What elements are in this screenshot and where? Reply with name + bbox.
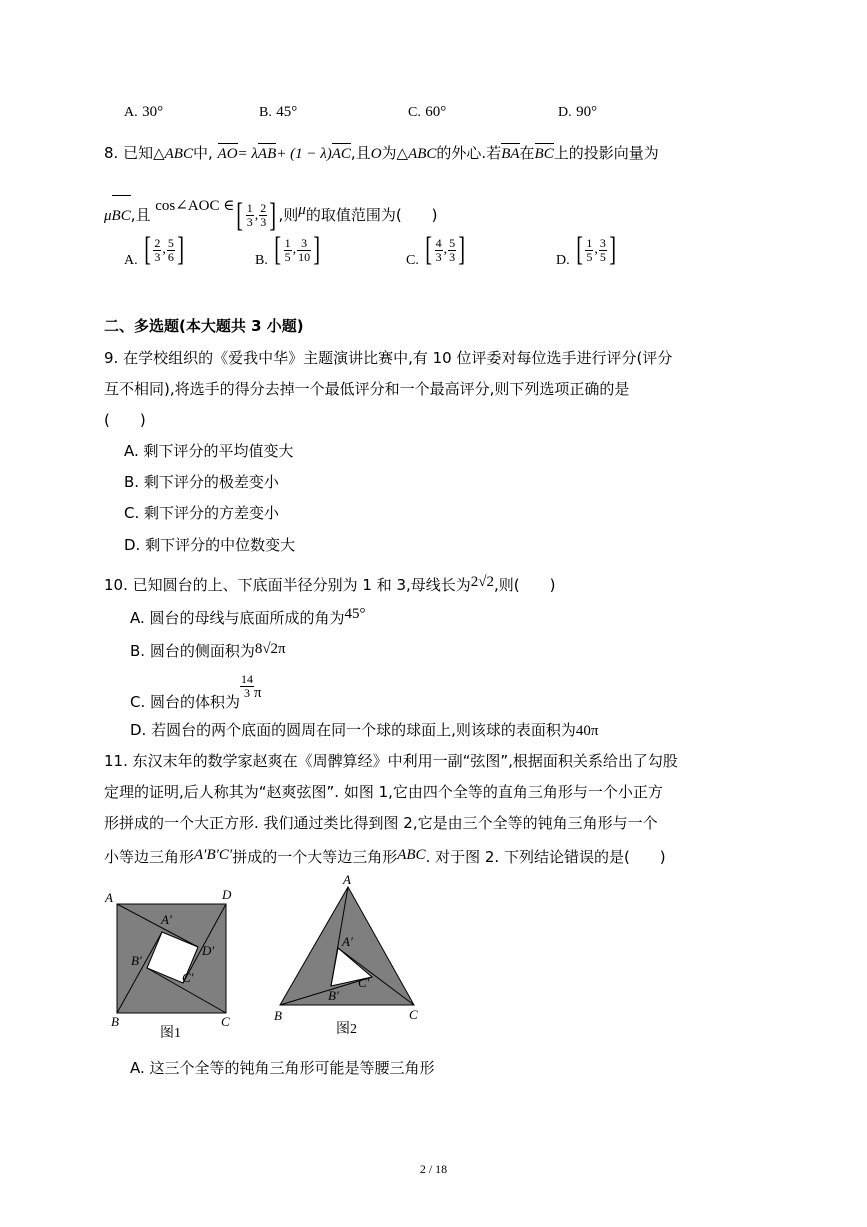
q7-option-c: C. 60° [408, 104, 447, 120]
cos-range-low: $\frac{1}{3}$ [246, 201, 253, 229]
q9-stem-line1: 9. 在学校组织的《爱我中华》主题演讲比赛中,有 10 位评委对每位选手进行评分(评分 [104, 349, 673, 367]
section-heading: 二、多选题(本大题共 3 小题) [104, 317, 304, 335]
fig1-label-d: D [222, 887, 232, 902]
q9-option-d: D. 剩下评分的中位数变大 [124, 536, 296, 554]
q9-stem-line3: ( ) [104, 411, 146, 429]
q10-option-b: B. 圆台的侧面积为8√2π [130, 641, 286, 660]
vector-ba: BA [501, 146, 520, 162]
q8-stem-line1: 8. 已知△ABC中, AO= λAB+ (1 − λ)AC,且O为△ABC的外心.若BA在BC上的投影向量为 [104, 144, 659, 162]
q11-option-a: A. 这三个全等的钝角三角形可能是等腰三角形 [130, 1059, 435, 1077]
page-number: 2 / 18 [419, 1162, 448, 1176]
figure-1-zhaoshuang-square [100, 885, 245, 1045]
fig2-label-c1: C′ [358, 975, 370, 990]
q8-option-d: D. [ $\frac{1}{5}$ , $\frac{3}{5}$ ] [556, 231, 616, 268]
q11-stem-line4: 小等边三角形A′B′C′拼成的一个大等边三角形ABC. 对于图 2. 下列结论错误的是( ) [104, 847, 666, 866]
q9-stem-line2: 互不相同),将选手的得分去掉一个最低评分和一个最高评分,则下列选项正确的是 [104, 380, 630, 398]
q10-stem: 10. 已知圆台的上、下底面半径分别为 1 和 3,母线长为2√2,则( ) [104, 574, 556, 594]
fig1-caption: 图1 [160, 1026, 181, 1041]
vector-ac: AC [331, 146, 351, 162]
q10-option-c: C. 圆台的体积为 $\frac{14}{3}$ π [130, 672, 262, 711]
q7-option-b: B. 45° [259, 104, 298, 120]
q8-option-a: A. [ $\frac{2}{3}$ , $\frac{5}{6}$ ] [124, 231, 184, 268]
fig2-label-b: B [274, 1008, 282, 1023]
q7-option-a: A. 30° [124, 104, 164, 120]
fig1-label-d1: D′ [202, 943, 215, 958]
q11-stem-line2: 定理的证明,后人称其为“赵爽弦图”. 如图 1,它由四个全等的直角三角形与一个小正方 [104, 783, 663, 801]
fig1-label-c1: C′ [182, 970, 194, 985]
fig1-label-b1: B′ [131, 953, 142, 968]
q9-option-b: B. 剩下评分的极差变小 [124, 473, 279, 491]
fig1-label-c: C [221, 1014, 230, 1029]
q8-option-b: B. [ $\frac{1}{5}$ , $\frac{3}{10}$ ] [255, 231, 321, 268]
vector-bc: BC [534, 146, 554, 162]
q11-stem-line3: 形拼成的一个大正方形. 我们通过类比得到图 2,它是由三个全等的钝角三角形与一个 [104, 814, 658, 832]
fig1-label-a: A [105, 890, 113, 905]
vector-ao: AO [217, 146, 238, 162]
q8-option-c: C. [ $\frac{4}{3}$ , $\frac{5}{3}$ ] [406, 231, 466, 268]
fig1-label-b: B [111, 1014, 119, 1029]
q9-option-c: C. 剩下评分的方差变小 [124, 504, 280, 522]
q11-stem-line1: 11. 东汉末年的数学家赵爽在《周髀算经》中利用一副“弦图”,根据面积关系给出了勾股 [104, 752, 678, 770]
fig2-caption: 图2 [336, 1022, 357, 1037]
fig2-label-b1: B′ [328, 988, 339, 1003]
q9-option-a: A. 剩下评分的平均值变大 [124, 442, 294, 460]
q10-option-d: D. 若圆台的两个底面的圆周在同一个球的球面上,则该球的表面积为40π [130, 721, 599, 739]
fig1-label-a1: A′ [161, 912, 172, 927]
fig2-label-a1: A′ [342, 934, 353, 949]
figure-2-triangle [268, 873, 428, 1043]
vector-ab: AB [257, 146, 277, 162]
fig2-label-a: A [343, 873, 351, 887]
vector-bc-2: BC [112, 196, 131, 236]
q10-option-a: A. 圆台的母线与底面所成的角为45° [130, 606, 366, 627]
fig2-label-c: C [409, 1007, 418, 1022]
q8-stem-line2: μBC,且 cos∠AOC ∈[ $\frac{1}{3}$ , $\frac{2}{3}$ ] ,则μ的取值范围为( ) [104, 186, 438, 226]
cos-range-high: $\frac{2}{3}$ [260, 201, 267, 229]
q7-option-d: D. 90° [558, 104, 598, 120]
